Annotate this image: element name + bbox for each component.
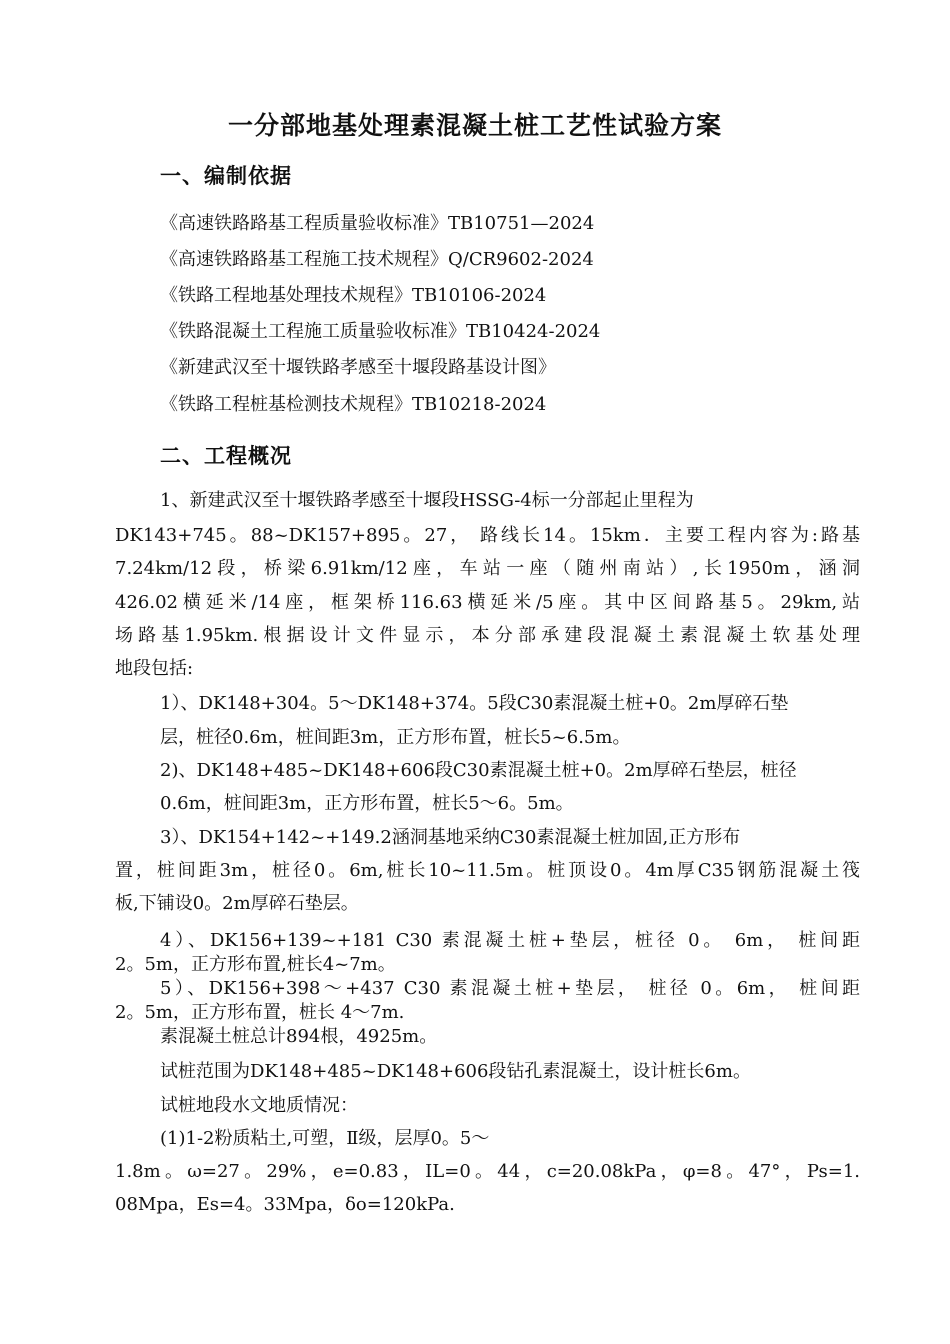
reference-item: 《高速铁路路基工程质量验收标准》TB10751—2024 [160, 213, 595, 234]
paragraph-line: 1.8m。ω=27。29%，e=0.83，IL=0。44，c=20.08kPa，φ=8。47°，Ps=1. [115, 1161, 860, 1182]
paragraph-line: 7.24km/12段，桥梁6.91km/12座，车站一座（随州南站）,长1950m，涵洞 [115, 558, 860, 579]
paragraph-line: 5）、DK156+398～+437 C30 素混凝土桩+垫层， 桩径 0。6m， 桩间距 [160, 978, 860, 999]
paragraph-line: 地段包括: [115, 658, 194, 679]
reference-item: 《新建武汉至十堰铁路孝感至十堰段路基设计图》 [160, 357, 556, 378]
paragraph-line: 素混凝土桩总计894根，4925m。 [160, 1026, 438, 1047]
reference-item: 《铁路工程地基处理技术规程》TB10106-2024 [160, 285, 547, 306]
paragraph-line: 板,下铺设0。2m厚碎石垫层。 [115, 893, 359, 914]
paragraph-line: 08Mpa，Es=4。33Mpa，δo=120kPa. [115, 1194, 455, 1215]
document-title: 一分部地基处理素混凝土桩工艺性试验方案 [227, 111, 722, 140]
reference-item: 《铁路工程桩基检测技术规程》TB10218-2024 [160, 394, 547, 415]
paragraph-line: 试桩地段水文地质情况： [160, 1095, 358, 1116]
paragraph-line: 置，桩间距3m，桩径0。6m,桩长10~11.5m。桩顶设0。4m厚C35钢筋混凝土筏 [115, 860, 860, 881]
paragraph-line: 2。5m，正方形布置,桩长4~7m。 [115, 954, 396, 975]
section-heading-overview: 二、工程概况 [160, 444, 292, 468]
paragraph-line: (1)1-2粉质粘土,可塑，Ⅱ级，层厚0。5～ [160, 1128, 490, 1149]
reference-item: 《高速铁路路基工程施工技术规程》Q/CR9602-2024 [160, 249, 594, 270]
paragraph-line: 1）、DK148+304。5～DK148+374。5段C30素混凝土桩+0。2m厚碎石垫 [160, 693, 789, 714]
paragraph-line: 试桩范围为DK148+485~DK148+606段钻孔素混凝土，设计桩长6m。 [160, 1061, 751, 1082]
paragraph-line: 3）、DK154+142~+149.2涵洞基地采纳C30素混凝土桩加固,正方形布 [160, 827, 741, 848]
paragraph-line: 1、新建武汉至十堰铁路孝感至十堰段HSSG-4标一分部起止里程为 [160, 490, 694, 511]
paragraph-line: 层，桩径0.6m，桩间距3m，正方形布置，桩长5~6.5m。 [160, 727, 631, 748]
paragraph-line: 2)、DK148+485~DK148+606段C30素混凝土桩+0。2m厚碎石垫层，桩径 [160, 760, 797, 781]
paragraph-line: 4）、DK156+139~+181 C30 素混凝土桩+垫层，桩径 0。 6m， 桩间距 [160, 930, 860, 951]
paragraph-line: 426.02横延米/14座，框架桥116.63横延米/5座。其中区间路基5。29km,站 [115, 592, 860, 613]
paragraph-line: 0.6m，桩间距3m，正方形布置，桩长5～6。5m。 [160, 793, 574, 814]
paragraph-line: DK143+745。88~DK157+895。27， 路线长14。15km．主要工程内容为:路基 [115, 525, 860, 546]
section-heading-basis: 一、编制依据 [160, 164, 292, 188]
paragraph-line: 2。5m，正方形布置，桩长 4～7m. [115, 1002, 405, 1023]
paragraph-line: 场路基1.95km.根据设计文件显示，本分部承建段混凝土素混凝土软基处理 [115, 625, 860, 646]
reference-item: 《铁路混凝土工程施工质量验收标准》TB10424-2024 [160, 321, 601, 342]
